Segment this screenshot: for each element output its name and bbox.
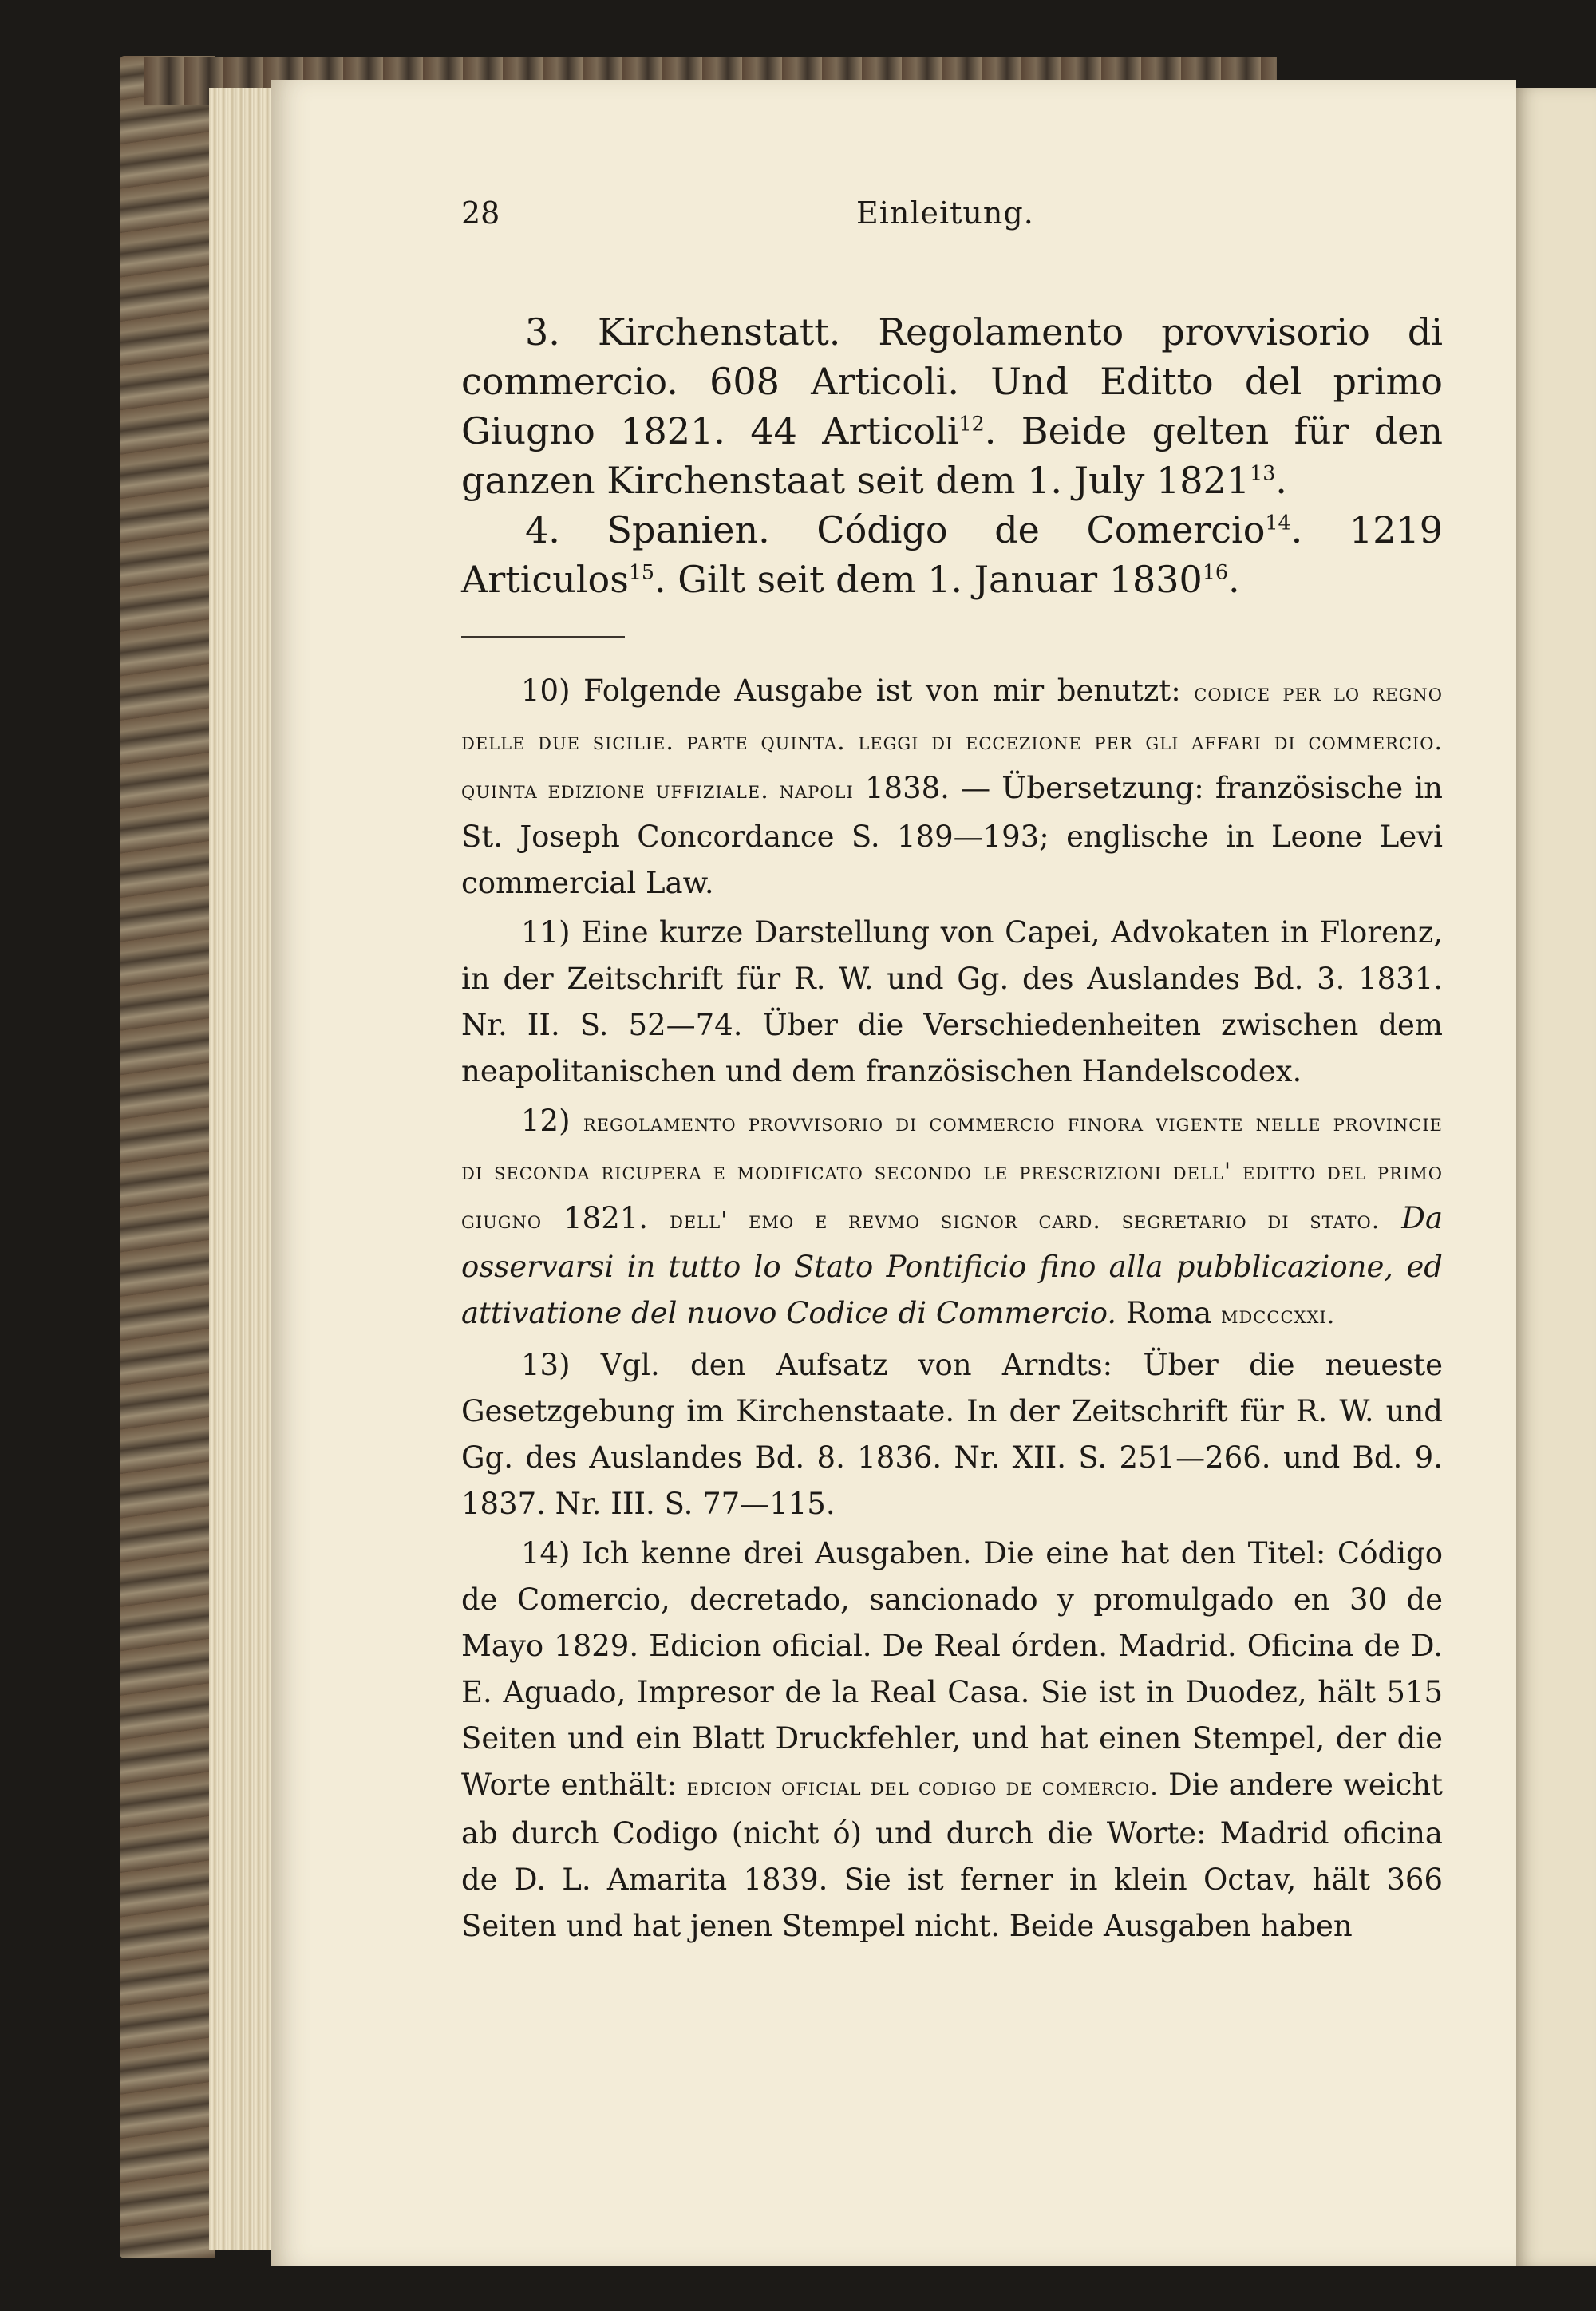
- small-caps-title: edicion oficial del codigo de comercio.: [686, 1773, 1159, 1801]
- page-number: 28: [461, 196, 500, 231]
- text-span: Die andere weicht ab durch Codigo (nicht ó) und durch die Worte: Madrid oficina de D. L. Amarita 1839. Sie ist ferner in klein Octav, hält 366 Seiten und hat jenen Stempel nicht. Beide Ausgaben haben: [461, 1768, 1444, 1943]
- footnote-13: [461, 1342, 1443, 1527]
- text-span: . Beide gelten für den ganzen Kirchenstaat seit dem 1. July 1821: [461, 409, 1443, 502]
- text-span: 4. Spanien. Código de Comercio: [525, 508, 1266, 551]
- text-span: 1838. — Übersetzung: französische in St. Joseph Concordance S. 189—193; englische in Leone Levi commercial Law.: [461, 771, 1444, 900]
- text-span: .: [1275, 459, 1287, 502]
- text-span: 11) Eine kurze Darstellung von Capei, Advokaten in Florenz, in der Zeitschrift für R. W. und Gg. des Auslandes Bd. 3. 1831. Nr. II. S. 52—74. Über die Verschiedenheiten zwischen dem neapolitanischen und dem französischen Handelscodex.: [461, 915, 1443, 1088]
- text-span: . 1219 Articulos: [461, 508, 1443, 601]
- footnote-10: [461, 668, 1443, 907]
- running-title: Einleitung.: [856, 196, 1034, 231]
- small-caps-year: mdcccxxi.: [1220, 1302, 1336, 1329]
- main-text: [461, 307, 1443, 604]
- small-caps-title: dell' emo e revmo signor card. segretario di stato.: [670, 1207, 1381, 1235]
- text-span: . Gilt seit dem 1. Januar 1830: [654, 558, 1203, 601]
- text-span: 14) Ich kenne drei Ausgaben. Die eine hat den Titel: Código de Comercio, decretado, sancionado y promulgado en 30 de Mayo 1829. Edicion oficial. De Real órden. Madrid. Oficina de D. E. Aguado, Impresor de la Real Casa. Sie ist in Duodez, hält 515 Seiten und ein Blatt Druckfehler, und hat einen Stempel, der die Worte enthält:: [461, 1536, 1443, 1802]
- text-span: 12): [521, 1104, 571, 1138]
- page-text-block: [461, 188, 1443, 1950]
- facing-page-edge: [1516, 88, 1596, 2266]
- footnote-ref-12: 12: [958, 412, 985, 436]
- footnote-ref-14: 14: [1265, 511, 1291, 535]
- text-span: 1821.: [563, 1201, 649, 1235]
- footnote-ref-13: 13: [1250, 461, 1276, 485]
- text-span: 3. Kirchenstatt. Regolamento provvisorio di commercio. 608 Articoli. Und Editto del primo Giugno 1821. 44 Articoli: [461, 310, 1443, 452]
- paragraph-kirchenstatt: [461, 307, 1443, 505]
- text-span: Roma: [1125, 1296, 1212, 1330]
- text-span: 13) Vgl. den Aufsatz von Arndts: Über die neueste Gesetzgebung im Kirchenstaate. In der Zeitschrift für R. W. und Gg. des Auslandes Bd. 8. 1836. Nr. XII. S. 251—266. und Bd. 9. 1837. Nr. III. S. 77—115.: [461, 1348, 1443, 1521]
- footnotes: [461, 668, 1443, 1950]
- footnote-12: [461, 1098, 1443, 1339]
- footnote-ref-15: 15: [628, 560, 655, 584]
- footnote-11: [461, 910, 1443, 1095]
- footnote-ref-16: 16: [1202, 560, 1229, 584]
- page-header: [461, 188, 1443, 243]
- text-span: .: [1228, 558, 1240, 601]
- text-span: 10) Folgende Ausgabe ist von mir benutzt:: [521, 674, 1181, 708]
- paragraph-spanien: [461, 505, 1443, 604]
- footnote-separator: [461, 636, 625, 638]
- small-caps-title: codice per lo regno delle due sicilie. parte quinta. leggi di eccezione per gli affari di commercio. quinta edizione uffiziale. napoli: [461, 679, 1443, 804]
- italic-text: Da osservarsi in tutto lo Stato Pontificio fino alla pubblicazione, ed attivatione del nuovo Codice di Commercio.: [461, 1201, 1444, 1330]
- book-edge-marbled: [120, 56, 215, 2258]
- footnote-14: [461, 1531, 1443, 1950]
- small-caps-title: regolamento provvisorio di commercio finora vigente nelle provincie di seconda ricupera e modificato secondo le prescrizioni dell' editto del primo giugno: [461, 1109, 1443, 1235]
